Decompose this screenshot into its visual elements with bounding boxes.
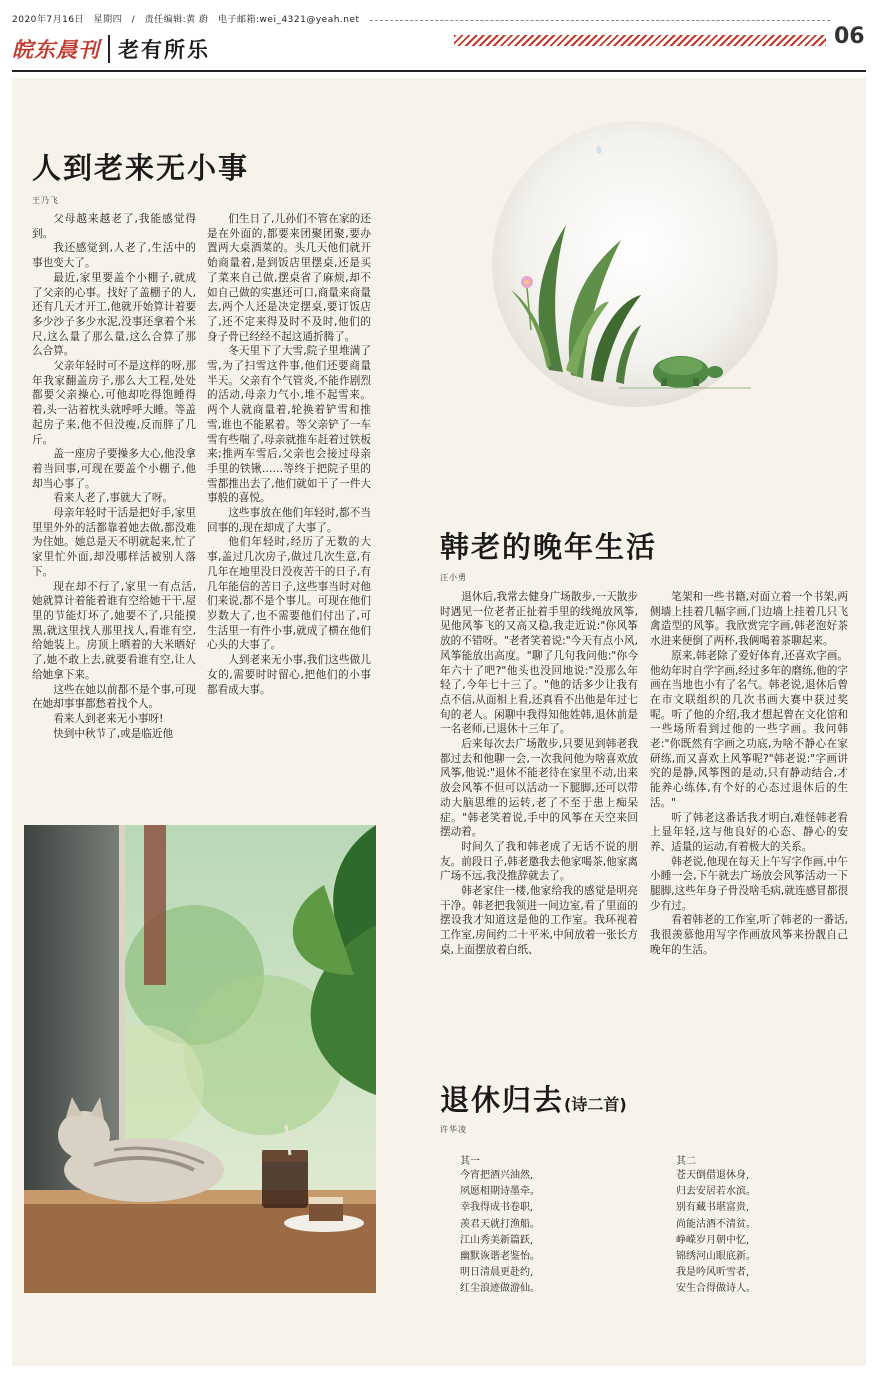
poem-line: 今宵把酒兴油然, xyxy=(460,1170,534,1181)
poem-line: 红尘浪迹做游仙。 xyxy=(460,1283,540,1295)
masthead-divider xyxy=(108,35,110,63)
paragraph: 冬天里下了大雪,院子里堆满了雪,为了扫雪这件事,他们还要商量半天。父亲有个气管炎,不能作剧烈的活动,母亲力气小,堆不起雪来。两个人就商量着,轮换着铲雪和推雪,谁也不能累着。等父亲铲了一车雪有些喘了,母亲就推车赶着过铁板来;推两车雪后,父亲也会接过母亲手里的铁锹……等终于把院子里的雪都推出去了,他们就如干了一件大事般的喜悦。 xyxy=(207,345,371,505)
poem-line: 峥嵘岁月朝中忆, xyxy=(676,1234,750,1246)
poem-line: 夙愿相期诗墨牵。 xyxy=(460,1186,540,1198)
hatch-band xyxy=(454,35,826,46)
turtle-grass-illustration-icon xyxy=(491,120,779,408)
dateline-divider xyxy=(370,20,830,21)
paragraph: 后来每次去广场散步,只要见到韩老我都过去和他聊一会,一次我问他为啥喜欢放风筝,他说:"退休不能老待在家里不动,出来放会风筝不但可以活动一下腿脚,还可以带动大脑思维的运转,老了不至于患上痴呆症。"韩老笑着说,手中的风筝在天空来回摆动着。 xyxy=(440,738,638,839)
dateline: 2020年7月16日 星期四 / 责任编辑:黄 蔚 电子邮箱:wei_4321@yeah.net xyxy=(12,15,360,25)
poem-line: 尚能沽酒不清贫。 xyxy=(676,1218,756,1230)
paragraph: 现在却不行了,家里一有点活,她就算计着能着谁有空给她干干,屋里的节能灯坏了,她要不了,只能摸黑,就这里找人那里找人,看谁有空,给她装上。房顶上晒着的大米晒好了,她不敢上去,就要看谁有空,让人给她拿下来。 xyxy=(32,580,196,681)
masthead xyxy=(12,34,210,64)
paragraph: 这些在她以前都不是个事,可现在她却事事都愁着找个人。 xyxy=(32,683,196,711)
paragraph: 退休后,我常去健身广场散步,一天散步时遇见一位老者正扯着手里的线绳放风筝,见他风筝飞的又高又稳,我走近说:"你风筝放的不错呀。"老者笑着说:"今天有点小风,风筝能放出高度。"聊了几句我问他:"你今年六十了吧?"他头也没回地说:"没那么年轻了,今年七十三了。"他的话多少让我有点不信,从面相上看,还真看不出他是年过七旬的老人。闲聊中我得知他姓韩,退休前是一名老师,已退休十三年了。 xyxy=(440,591,638,736)
article3-title xyxy=(440,1078,627,1119)
article3-subtitle: (诗二首) xyxy=(564,1095,627,1114)
paragraph: 父母越来越老了,我能感觉得到。 xyxy=(32,213,196,240)
article2-column-2 xyxy=(650,590,848,980)
poem-line: 江山秀美新篇跃, xyxy=(460,1234,534,1246)
paragraph: 这些事放在他们年轻时,都不当回事的,现在却成了大事了。 xyxy=(207,507,371,534)
cat-window-illustration-icon xyxy=(24,825,376,1293)
poem-line: 羡君天就打渔船。 xyxy=(460,1218,540,1230)
newspaper-brand: 皖东晨刊 xyxy=(12,37,100,62)
paragraph: 看来人老了,事就大了呀。 xyxy=(53,492,174,505)
paragraph: 看来人到老来无小事呀! xyxy=(53,712,164,725)
poem-line: 明日清晨更赴约, xyxy=(460,1267,534,1279)
paragraph: 看着韩老的工作室,听了韩老的一番话,我很羡慕他用写字作画放风筝来扮靓自己晚年的生活。 xyxy=(650,914,848,956)
poem2-head: 其二 xyxy=(676,1156,696,1167)
article1-author: 王乃飞 xyxy=(32,196,59,205)
paragraph: 韩老说,他现在每天上午写字作画,中午小睡一会,下午就去广场放会风筝活动一下腿脚,这些年身子骨没啥毛病,就连感冒都很少有过。 xyxy=(650,855,848,912)
poem-line: 别有藏书堪富贵, xyxy=(676,1202,750,1214)
poem1-lines xyxy=(460,1168,540,1298)
header-rule xyxy=(12,70,866,72)
paragraph: 父亲年轻时可不是这样的呀,那年我家翻盖房子,那么大工程,处处都要父亲操心,可他却吃得饱睡得着,头一沾着枕头就呼呼大睡。等盖起房子来,他不但没瘦,反而胖了几斤。 xyxy=(32,360,196,446)
poem-line: 归去安居若水滨。 xyxy=(676,1186,756,1198)
article3-title-text: 退休归去 xyxy=(440,1083,565,1117)
article1-column-1 xyxy=(32,212,196,752)
paragraph: 盖一座房子要操多大心,他没拿着当回事,可现在要盖个小棚子,他却当心事了。 xyxy=(32,448,196,490)
paragraph: 时间久了我和韩老成了无话不说的朋友。前段日子,韩老邀我去他家喝茶,他家离广场不远,我没推辞就去了。 xyxy=(440,840,638,883)
paragraph: 笔架和一些书籍,对面立着一个书架,两侧墙上挂着几幅字画,门边墙上挂着几只飞禽造型的风筝。我欣赏完字画,韩老泡好茶水进来便倒了两杯,我俩喝着茶聊起来。 xyxy=(650,591,848,648)
paragraph: 他们年轻时,经历了无数的大事,盖过几次房子,做过几次生意,有几年在地里没日没夜苦干的日子,有几年能信的苦日子,这些事当时对他们来说,都不是个事儿。可现在他们岁数大了,也不需要他们付出了,可生活里一有件小事,就成了横在他们心头的大事了。 xyxy=(207,536,371,652)
paragraph: 原来,韩老除了爱好体育,还喜欢字画。他幼年时自学字画,经过多年的磨练,他的字画在当地也小有了名气。韩老说,退休后曾在市文联组织的几次书画大赛中获过奖呢。听了他的介绍,我才想起曾在文化馆和一些场所看到过他的一些字画。我问韩老:"你既然有字画之功底,为啥不静心在家研练,而又喜欢上风筝呢?"韩老说:"字画讲究的是静,风筝图的是动,只有静动结合,才能养心练体,有个好的心态过退休后的生活。" xyxy=(650,649,848,809)
paragraph: 我还感觉到,人老了,生活中的事也变大了。 xyxy=(32,242,196,270)
poem-line: 苍天倒借退休身, xyxy=(676,1170,750,1181)
article2-title: 韩老的晚年生活 xyxy=(440,530,658,564)
poem-line: 幸我得成书卷职, xyxy=(460,1202,534,1214)
poem-line: 锦绣河山眼底新。 xyxy=(676,1251,756,1263)
poem-line: 我是吟风听雪者, xyxy=(676,1267,750,1279)
paragraph: 人到老来无小事,我们这些做儿女的,需要时时留心,把他们的小事都看成大事。 xyxy=(207,654,371,696)
paragraph: 韩老家住一楼,他家给我的感觉是明亮干净。韩老把我领进一间边室,看了里面的摆设我才知道这是他的工作室。我环视着工作室,房间约二十平米,中间放着一张长方桌,上面摆放着白纸、 xyxy=(440,885,638,956)
poem-line: 幽默诙谐老鉴怡。 xyxy=(460,1251,540,1263)
article3-author: 许华凌 xyxy=(440,1125,467,1134)
page-number: 06 xyxy=(834,24,865,49)
article2-column-1 xyxy=(440,590,638,980)
section-title: 老有所乐 xyxy=(118,38,210,62)
paragraph: 们生日了,儿孙们不管在家的还是在外面的,都要来团聚团聚,要办置两大桌酒菜的。头几天他们就开始商量着,是到饭店里摆桌,还是买了菜来自己做,摆桌省了麻烦,却不如自己做的实惠还可口,商量来商量去,两个人还是决定摆桌,要订饭店了,还不定来得及时不及时,他们的身子骨已经经不起这通折腾了。 xyxy=(207,213,371,343)
poem2-lines xyxy=(676,1168,756,1298)
paragraph: 听了韩老这番话我才明白,难怪韩老看上显年轻,这与他良好的心态、静心的安养、适量的运动,有着极大的关系。 xyxy=(650,811,848,853)
poem1-head: 其一 xyxy=(460,1156,480,1167)
article1-column-2 xyxy=(207,212,371,752)
paragraph: 母亲年轻时干活是把好手,家里里里外外的活都靠着她去做,都没难为住她。她总是天不明就起来,忙了家里忙外面,却没哪样活被别人落下。 xyxy=(32,507,196,578)
poem-line: 安生合得做诗人。 xyxy=(676,1283,756,1295)
paragraph: 最近,家里要盖个小棚子,就成了父亲的心事。找好了盖棚子的人,还有几天才开工,他就开始算计着要多少沙子多少水泥,没事还拿着个米尺,这么量了那么量,这么合算了那么合算。 xyxy=(32,271,196,358)
article2-author: 汪小勇 xyxy=(440,573,467,582)
article1-title: 人到老来无小事 xyxy=(32,151,250,185)
paragraph: 快到中秋节了,或是临近他 xyxy=(53,727,174,740)
